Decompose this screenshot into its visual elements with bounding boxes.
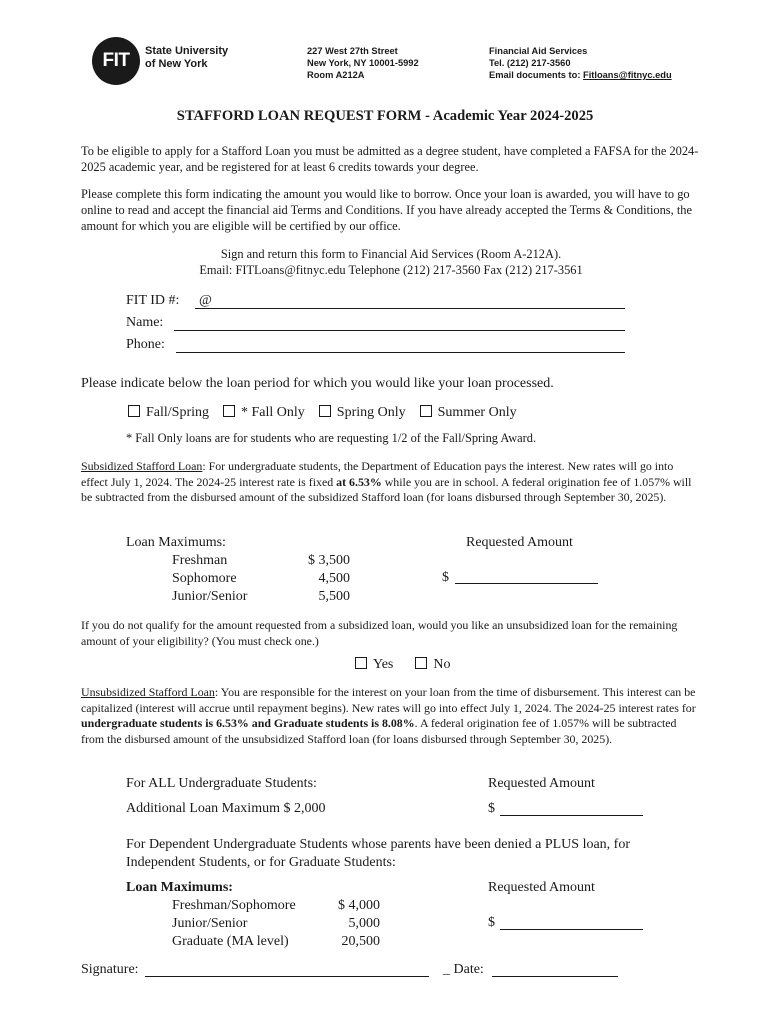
unsubsidized-paragraph xyxy=(81,685,701,747)
unsubsidized-text-a: : You are responsible for the interest on your loan from the time of disbursement. This interest can be capitalized (interest will accrue until repayment begins). New rates will go into effect July 1, 2024. The 2024-25 interest rates for xyxy=(81,685,696,715)
additional-amount-field[interactable] xyxy=(500,801,643,816)
checkbox-fall-spring[interactable] xyxy=(128,405,140,417)
level-graduate: Graduate (MA level) xyxy=(172,934,289,949)
unsubsidized-question: If you do not qualify for the amount requested from a subsidized loan, would you like an unsubsidized loan for the remaining amount of your eligibility? (You must check one.) xyxy=(81,618,678,648)
subsidized-dollar: $ xyxy=(442,570,449,585)
unsubsidized-requested-label: Requested Amount xyxy=(488,776,595,791)
amount-sophomore: 4,500 xyxy=(318,571,350,586)
fit-id-prefix: @ xyxy=(199,293,212,308)
unsubsidized-requested-label-2: Requested Amount xyxy=(488,880,595,895)
unsubsidized-max-label: Loan Maximums: xyxy=(126,880,233,895)
option-spring-only-label: Spring Only xyxy=(336,405,406,420)
unsubsidized-levels xyxy=(172,897,296,951)
office-name: Financial Aid Services xyxy=(489,46,588,56)
unsubsidized-rate: undergraduate students is 6.53% and Graduate students is 8.08% xyxy=(81,716,415,730)
additional-dollar: $ xyxy=(488,801,495,816)
address-line-2: New York, NY 10001-5992 xyxy=(307,58,419,68)
option-fall-spring-label: Fall/Spring xyxy=(146,405,210,420)
phone-field[interactable] xyxy=(176,337,625,353)
option-no-label: No xyxy=(433,657,451,672)
all-undergraduate-label: For ALL Undergraduate Students: xyxy=(126,776,317,791)
logo-line-2: of New York xyxy=(145,58,208,70)
loan-period-options xyxy=(128,405,517,421)
address-block xyxy=(307,45,419,81)
level-freshman: Freshman xyxy=(172,553,228,568)
checkbox-summer-only[interactable] xyxy=(420,405,432,417)
additional-loan-maximum: Additional Loan Maximum $ 2,000 xyxy=(126,801,326,816)
fall-only-note: * Fall Only loans are for students who are requesting 1/2 of the Fall/Spring Award. xyxy=(126,431,537,445)
logo-line-1: State University xyxy=(145,45,229,57)
amount-junior-senior: 5,500 xyxy=(318,589,350,604)
amount-freshman: $ 3,500 xyxy=(308,553,350,568)
option-no[interactable] xyxy=(415,657,450,673)
level-junior-senior: Junior/Senior xyxy=(172,589,248,604)
checkbox-yes[interactable] xyxy=(355,657,367,669)
option-summer-only-label: Summer Only xyxy=(437,405,517,420)
loan-period-prompt: Please indicate below the loan period for which you would like your loan processed. xyxy=(81,376,554,391)
fit-id-field[interactable] xyxy=(195,293,625,309)
subsidized-amount-field[interactable] xyxy=(455,570,598,584)
form-title: STAFFORD LOAN REQUEST FORM - Academic Year 2024-2025 xyxy=(176,108,594,124)
date-field[interactable] xyxy=(492,962,618,977)
name-field[interactable] xyxy=(174,315,625,331)
amount-junior-senior-2: 5,000 xyxy=(348,916,380,931)
option-yes-label: Yes xyxy=(373,657,394,672)
subsidized-text-b: while you are in school. A federal origination fee of 1.057% will be subtracted from the disbursed amount of the subsidized Stafford loan (for loans disbursed through September 30, 2025). xyxy=(81,474,692,504)
fit-logo xyxy=(92,37,140,85)
yes-no-options xyxy=(355,657,451,673)
office-phone: Tel. (212) 217-3560 xyxy=(489,58,571,68)
unsubsidized-text-b: . A federal origination fee of 1.057% will be subtracted from the disbursed amount of the unsubsidized Stafford loan (for loans disbursed through September 30, 2025). xyxy=(81,716,677,746)
checkbox-fall-only[interactable] xyxy=(223,405,235,417)
signature-field[interactable] xyxy=(145,962,429,977)
option-fall-only[interactable] xyxy=(223,405,305,421)
level-sophomore: Sophomore xyxy=(172,571,237,586)
fit-id-label: FIT ID #: xyxy=(126,293,180,308)
checkbox-no[interactable] xyxy=(415,657,427,669)
subsidized-text-a: : For undergraduate students, the Department of Education pays the interest. New rates will go into effect July 1, 2024. The 2024-25 interest rate is fixed xyxy=(81,459,674,489)
subsidized-levels xyxy=(172,552,247,606)
unsubsidized-dollar: $ xyxy=(488,915,495,930)
subsidized-amounts xyxy=(280,552,350,606)
return-instructions-2: Email: FITLoans@fitnyc.edu Telephone (212) 217-3560 Fax (212) 217-3561 xyxy=(199,263,583,277)
suny-logo-text xyxy=(145,45,228,71)
option-summer-only[interactable] xyxy=(420,405,517,421)
signature-label: Signature: xyxy=(81,962,139,977)
email-link[interactable]: Fitloans@fitnyc.edu xyxy=(583,70,672,80)
dependent-students-text: For Dependent Undergraduate Students whose parents have been denied a PLUS loan, for Independent Students, or for Graduate Students: xyxy=(126,837,630,870)
date-label: _ Date: xyxy=(443,962,484,977)
subsidized-rate: at 6.53% xyxy=(336,474,382,489)
amount-graduate: 20,500 xyxy=(341,934,380,949)
address-line-1: 227 West 27th Street xyxy=(307,46,398,56)
contact-block xyxy=(489,45,672,81)
subsidized-max-label: Loan Maximums: xyxy=(126,535,226,550)
name-label: Name: xyxy=(126,315,164,330)
amount-freshman-sophomore: $ 4,000 xyxy=(338,898,380,913)
subsidized-requested-label: Requested Amount xyxy=(466,535,573,550)
subsidized-paragraph xyxy=(81,459,701,506)
subsidized-heading: Subsidized Stafford Loan xyxy=(81,459,203,473)
unsubsidized-heading: Unsubsidized Stafford Loan xyxy=(81,685,215,699)
intro-paragraph-1: To be eligible to apply for a Stafford Loan you must be admitted as a degree student, have completed a FAFSA for the 2024-2025 academic year, and be registered for at least 6 credits towards your degree. xyxy=(81,144,699,174)
option-yes[interactable] xyxy=(355,657,393,673)
unsubsidized-amount-field[interactable] xyxy=(500,915,643,930)
unsubsidized-amounts xyxy=(310,897,380,951)
return-instructions-1: Sign and return this form to Financial Aid Services (Room A-212A). xyxy=(220,247,562,261)
level-junior-senior-2: Junior/Senior xyxy=(172,916,248,931)
email-prefix: Email documents to: xyxy=(489,70,584,80)
option-spring-only[interactable] xyxy=(319,405,406,421)
intro-paragraph-2: Please complete this form indicating the amount you would like to borrow. Once your loan is awarded, you will have to go online to read and accept the financial aid Terms and Conditions. If you have already accepted the Terms & Conditions, the amount for which you are eligible will be certified by our office. xyxy=(81,187,692,233)
logo-mark: FIT xyxy=(102,50,130,71)
level-freshman-sophomore: Freshman/Sophomore xyxy=(172,898,296,913)
phone-label: Phone: xyxy=(126,337,165,352)
office-email-line xyxy=(489,69,672,81)
option-fall-spring[interactable] xyxy=(128,405,209,421)
address-line-3: Room A212A xyxy=(307,70,365,80)
checkbox-spring-only[interactable] xyxy=(319,405,331,417)
option-fall-only-label: * Fall Only xyxy=(241,405,305,420)
